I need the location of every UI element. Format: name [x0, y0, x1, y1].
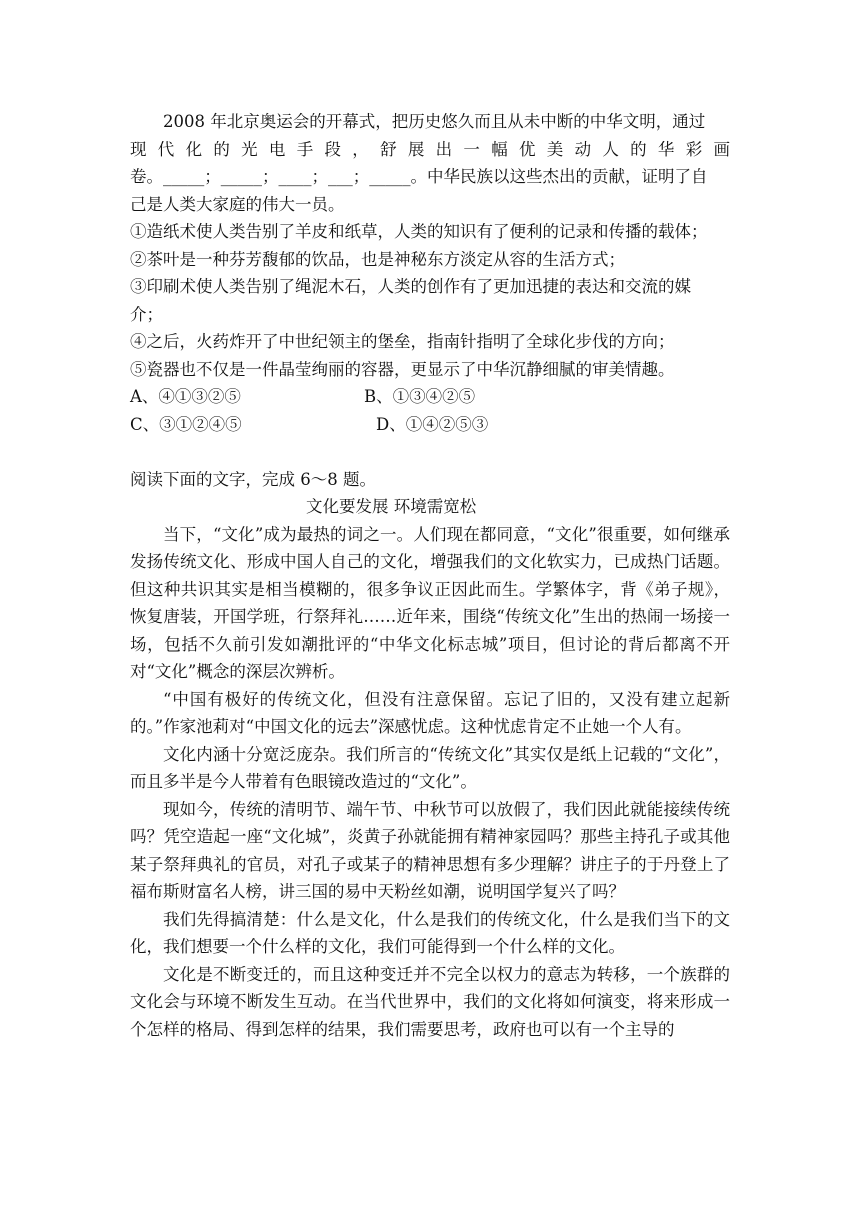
article-paragraph-4: 现如今，传统的清明节、端午节、中秋节可以放假了，我们因此就能接续传统吗？凭空造起一座“文化城”，炎黄子孙就能拥有精神家园吗？那些主持孔子或其他某子祭拜典礼的官员，对孔子或某子的精神思想有多少理解？讲庄子的于丹登上了福布斯财富名人榜，讲三国的易中天粉丝如潮，说明国学复兴了吗？: [130, 799, 730, 901]
question-stem-line-4: 己是人类大家庭的伟大一员。: [130, 194, 345, 214]
question-stem-line-1: 2008 年北京奥运会的开幕式，把历史悠久而且从未中断的中华文明，通过: [163, 112, 706, 131]
options-row-1: [130, 383, 730, 411]
question-item-4: ④之后，火药炸开了中世纪领主的堡垒，指南针指明了全球化步伐的方向；: [130, 332, 675, 351]
article-paragraph-5: 我们先得搞清楚：什么是文化，什么是我们的传统文化，什么是我们当下的文化，我们想要一个什么样的文化，我们可能得到一个什么样的文化。: [130, 909, 730, 956]
question-item-5: ⑤瓷器也不仅是一件晶莹绚丽的容器，更显示了中华沉静细腻的审美情趣。: [130, 359, 675, 379]
document-page: [130, 108, 730, 1043]
article-paragraph-6: 文化是不断变迁的，而且这种变迁并不完全以权力的意志为转移，一个族群的文化会与环境不断发生互动。在当代世界中，我们的文化将如何演变，将来形成一个怎样的格局、得到怎样的结果，我们需要思考，政府也可以有一个主导的: [130, 964, 730, 1039]
section-gap: [130, 438, 730, 466]
option-a: A、④①③②⑤: [130, 387, 241, 406]
article-paragraph-2: “中国有极好的传统文化，但没有注意保留。忘记了旧的，又没有建立起新的。”作家池莉对“中国文化的远去”深感忧虑。这种忧虑肯定不止她一个人有。: [130, 689, 730, 736]
option-b: B、①③④②⑤: [364, 387, 476, 406]
article-paragraph-3: 文化内涵十分宽泛庞杂。我们所言的“传统文化”其实仅是纸上记载的“文化”，而且多半是今人带着有色眼镜改造过的“文化”。: [130, 744, 730, 791]
question-item-2: ②茶叶是一种芬芳馥郁的饮品，也是神秘东方淡定从容的生活方式；: [130, 249, 625, 269]
article-paragraph-1: 当下，“文化”成为最热的词之一。人们现在都同意，“文化”很重要，如何继承发扬传统文化、形成中国人自己的文化，增强我们的文化软实力，已成热门话题。但这种共识其实是相当模糊的，很多争议正因此而生。学繁体字，背《弟子规》，恢复唐装，开国学班，行祭拜礼……近年来，围绕“传统文化”生出的热闹一场接一场，包括不久前引发如潮批评的“中华文化标志城”项目，但讨论的背后都离不开对“文化”概念的深层次辨析。: [130, 524, 730, 681]
option-d: D、①④②⑤③: [376, 414, 489, 434]
options-row-2: [130, 411, 730, 439]
option-c: C、③①②④⑤: [130, 414, 242, 434]
question-item-1: ①造纸术使人类告别了羊皮和纸草，人类的知识有了便利的记录和传播的载体；: [130, 222, 708, 241]
question-item-3: ③印刷术使人类告别了绳泥木石，人类的创作有了更加迅捷的表达和交流的媒: [130, 277, 691, 296]
question-item-3-continued: 介；: [130, 304, 163, 324]
question-stem-line-3: 卷。_____；_____；____；___；_____。中华民族以这些杰出的贡献，证明了自: [130, 167, 708, 186]
reading-instruction: 阅读下面的文字，完成 6～8 题。: [130, 469, 376, 489]
question-stem-line-2: 现代化的光电手段，舒展出一幅优美动人的华彩画: [130, 139, 730, 159]
article-title: 文化要发展 环境需宽松: [306, 497, 477, 516]
